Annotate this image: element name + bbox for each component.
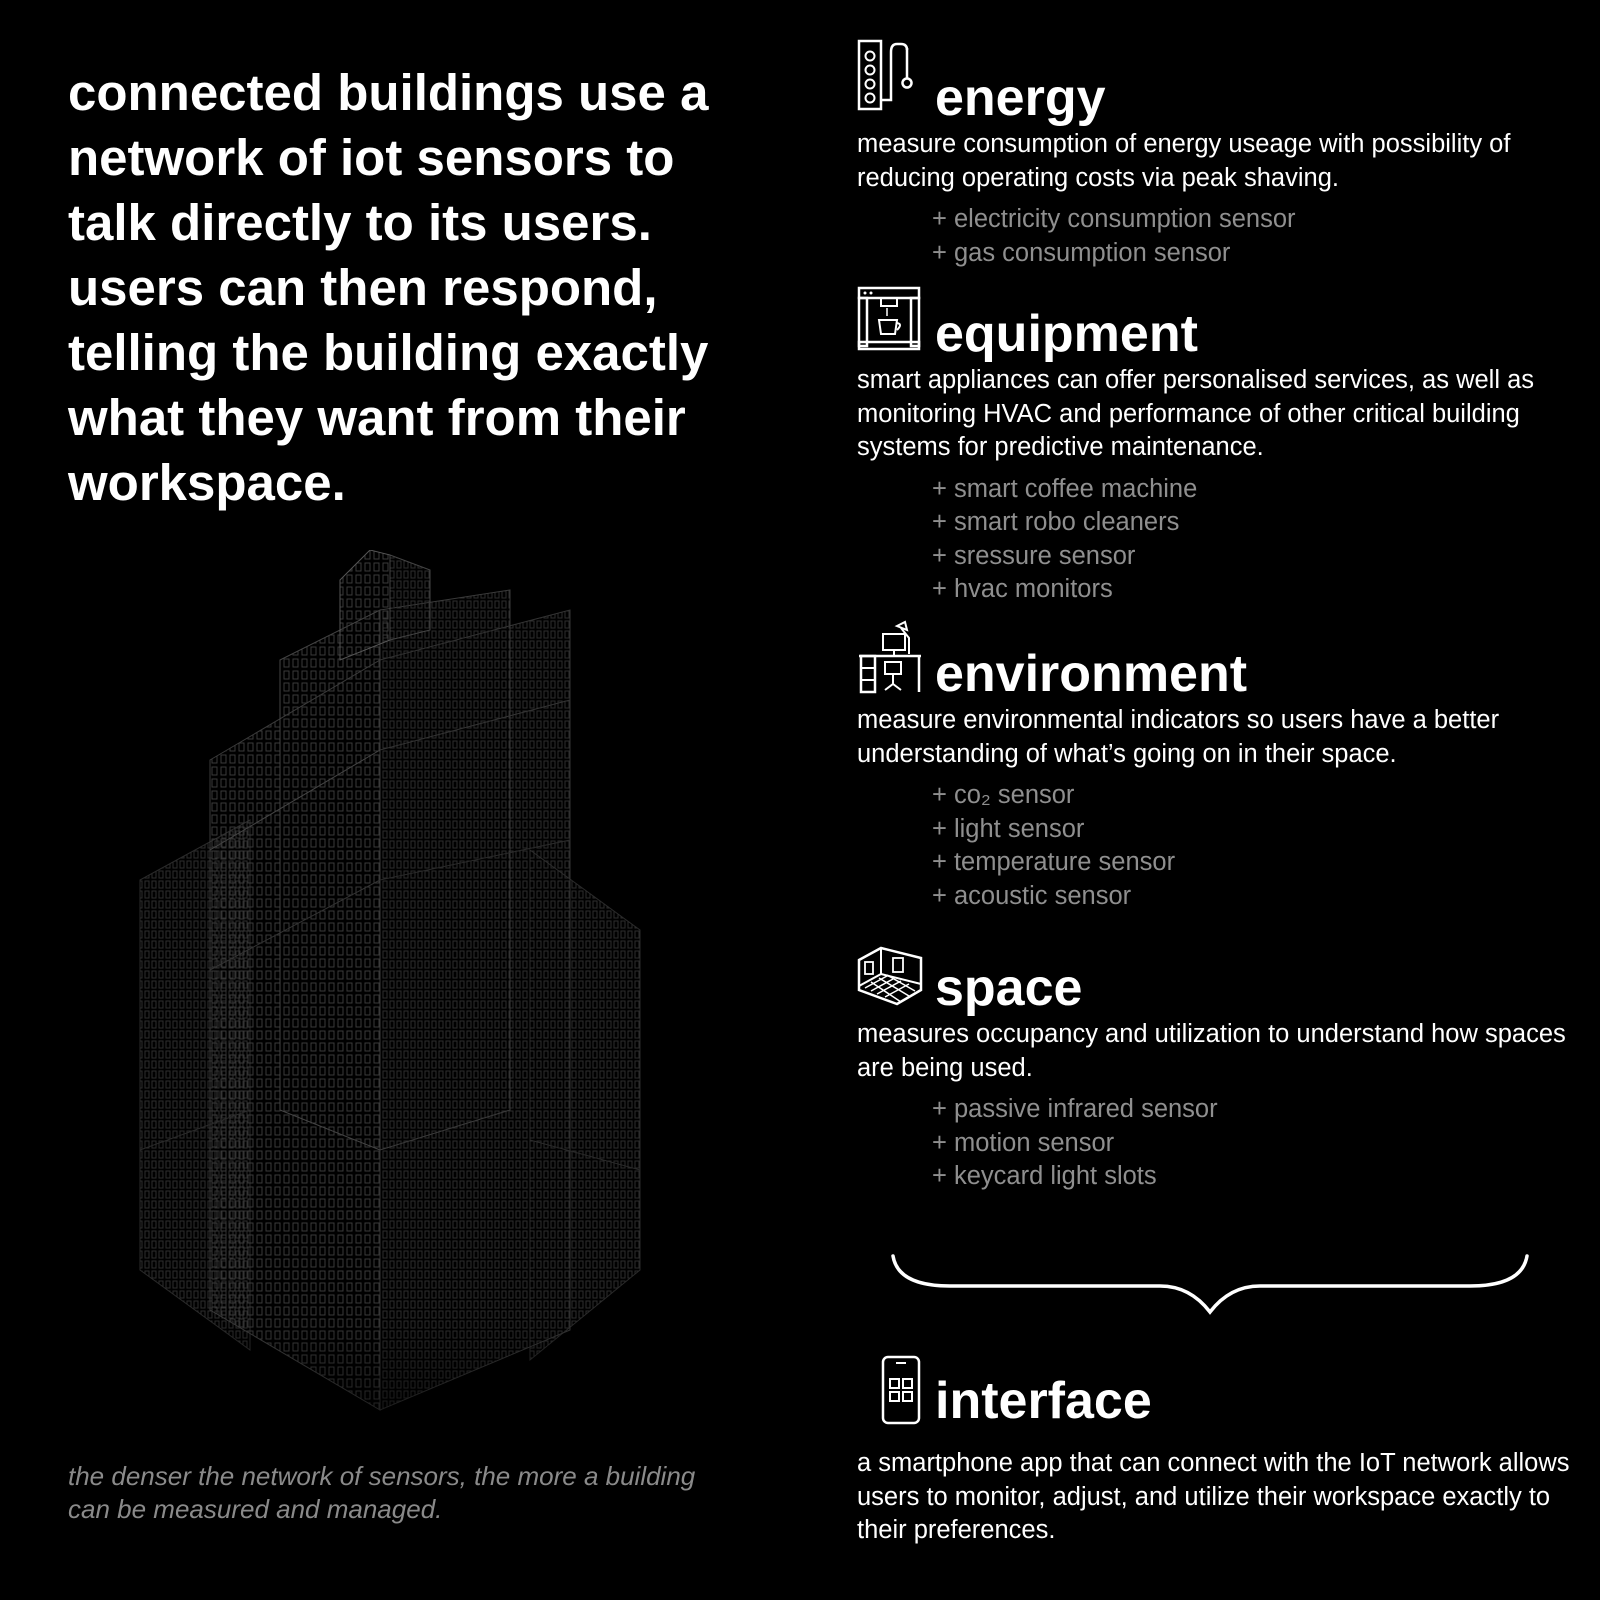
section-environment-description: measure environmental indicators so users have a better understanding of what’s going on in their space. bbox=[857, 706, 1500, 768]
section-interface-description: a smartphone app that can connect with the IoT network allows users to monitor, adjust, and utilize their workspace exactly to their preferences. bbox=[857, 1449, 1570, 1544]
section-environment-header bbox=[857, 620, 1577, 703]
list-item: + light sensor bbox=[932, 814, 1085, 843]
list-item: + smart coffee machine bbox=[932, 474, 1198, 503]
section-interface-title: interface bbox=[935, 1372, 1152, 1430]
section-environment bbox=[857, 620, 1577, 913]
list-item: + co₂ sensor bbox=[932, 781, 1075, 809]
list-item: + hvac monitors bbox=[932, 575, 1113, 603]
list-item: + temperature sensor bbox=[932, 848, 1176, 876]
section-energy-description: measure consumption of energy useage with possibility of reducing operating costs via peak shaving. bbox=[857, 130, 1511, 192]
list-item: + passive infrared sensor bbox=[932, 1095, 1218, 1123]
section-interface-header bbox=[857, 1355, 1577, 1430]
section-equipment bbox=[857, 286, 1577, 607]
power-strip-icon bbox=[857, 38, 923, 112]
section-space-header bbox=[857, 944, 1577, 1017]
section-environment-title: environment bbox=[935, 645, 1248, 703]
list-item: + keycard light slots bbox=[932, 1162, 1157, 1190]
list-item: + gas consumption sensor bbox=[932, 238, 1231, 267]
section-environment-list bbox=[932, 779, 1577, 913]
section-equipment-list bbox=[932, 473, 1577, 607]
list-item: + smart robo cleaners bbox=[932, 508, 1180, 536]
section-energy-header bbox=[857, 38, 1577, 127]
section-space-description: measures occupancy and utilization to understand how spaces are being used. bbox=[857, 1020, 1566, 1082]
desk-workspace-icon bbox=[857, 620, 923, 694]
section-space-list bbox=[932, 1093, 1577, 1194]
section-space bbox=[857, 944, 1577, 1194]
section-energy-title: energy bbox=[935, 69, 1106, 127]
room-grid-icon bbox=[857, 944, 923, 1010]
section-space-title: space bbox=[935, 959, 1083, 1017]
section-energy-list bbox=[932, 203, 1577, 270]
list-item: + acoustic sensor bbox=[932, 881, 1132, 910]
curly-brace bbox=[890, 1250, 1530, 1320]
list-item: + electricity consumption sensor bbox=[932, 205, 1296, 233]
section-equipment-title: equipment bbox=[935, 305, 1198, 363]
section-interface bbox=[857, 1355, 1577, 1548]
section-energy bbox=[857, 38, 1577, 270]
headline: connected buildings use a network of iot sensors to talk directly to its users. users can then respond, telling the building exactly what they want from their workspace. bbox=[68, 64, 709, 511]
coffee-machine-icon bbox=[857, 286, 923, 352]
building-caption: the denser the network of sensors, the more a building can be measured and managed. bbox=[68, 1461, 696, 1524]
list-item: + sressure sensor bbox=[932, 541, 1136, 570]
smartphone-icon bbox=[881, 1355, 921, 1425]
section-equipment-description: smart appliances can offer personalised services, as well as monitoring HVAC and performance of other critical building systems for predictive maintenance. bbox=[857, 366, 1535, 461]
list-item: + motion sensor bbox=[932, 1128, 1115, 1157]
building-illustration bbox=[130, 550, 660, 1450]
section-equipment-header bbox=[857, 286, 1577, 363]
